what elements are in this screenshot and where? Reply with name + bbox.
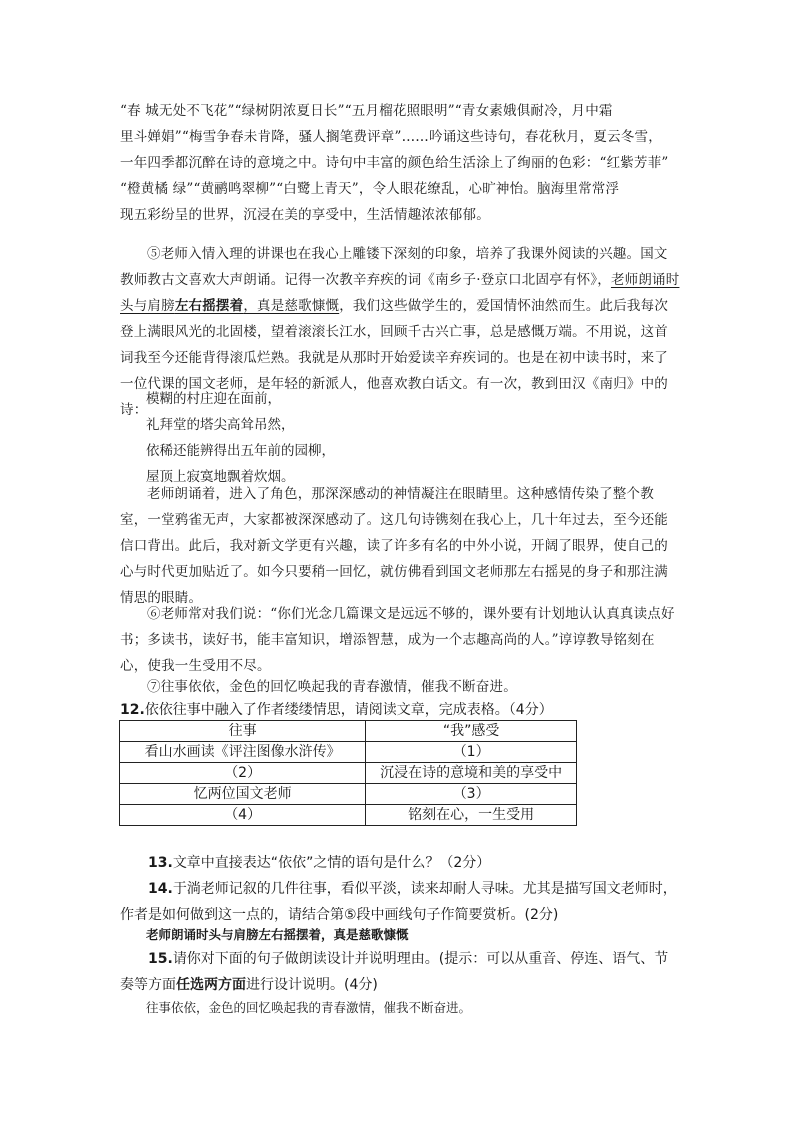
question-15-quote: 往事依依，金色的回忆唤起我的青春激情，催我不断奋进。 bbox=[146, 1000, 472, 1015]
question-number: 12. bbox=[120, 702, 145, 718]
table-header-cell: “我”感受 bbox=[366, 721, 577, 742]
quote-text-end: ，真是慈歌慷慨 bbox=[321, 927, 409, 942]
table-row bbox=[120, 784, 577, 805]
question-text: 于淌老师记叙的几件往事，看似平淡，读来却耐人寻味。尤其是描写国文老师时，作者是如何做到这一点的，请结合第⑤段中画线句子作简要赏析。(2分) bbox=[120, 881, 677, 923]
question-14 bbox=[120, 876, 680, 928]
table-cell: 铭刻在心，一生受用 bbox=[366, 805, 577, 826]
table-cell: （4） bbox=[120, 805, 366, 826]
question-text: 请你对下面的句子做朗读设计并说明理由。(提示：可以从重音、停连、语气、节奏等方面 bbox=[120, 951, 669, 993]
question-15 bbox=[120, 946, 680, 998]
poem-line: 依稀还能辨得出五年前的园柳， bbox=[146, 443, 335, 459]
poem bbox=[146, 386, 335, 490]
question-text: 文章中直接表达“依依”之情的语句是什么？（2分） bbox=[172, 855, 491, 871]
question-text-end: 进行设计说明。(4分) bbox=[246, 977, 378, 993]
question-number: 14. bbox=[148, 881, 173, 897]
question-number: 13. bbox=[148, 855, 173, 871]
question-13 bbox=[120, 850, 680, 876]
poem-line: 屋顶上寂寞地飘着炊烟。 bbox=[146, 469, 295, 485]
text-line: 里斗婵娟”“梅雪争春未肯降，骚人搁笔费评章”……吟诵这些诗句，春花秋月，夏云冬雪， bbox=[120, 129, 662, 145]
underlined-bold-text: 左右摇摆着 bbox=[174, 298, 244, 314]
poem-line: 模糊的村庄迎在面前， bbox=[146, 391, 281, 407]
table-row bbox=[120, 805, 577, 826]
question-emphasis: 任选两方面 bbox=[176, 977, 246, 993]
table-header-cell: 往事 bbox=[120, 721, 366, 742]
text-line: “春 城无处不飞花”“绿树阴浓夏日长”“五月榴花照眼明”“青女素娥俱耐冷，月中霜 bbox=[120, 103, 613, 119]
quote-bold-text: 左右摇摆着 bbox=[258, 927, 322, 942]
paragraph-5-text-rest: ，我们这些做学生的，爱国情怀油然而生。此后我每次登上满眼风光的北固楼，望着滚滚长江水，回顾千古兴亡事，总是感慨万端。不用说，这首词我至今还能背得滚瓜烂熟。我就是从那时开始爱读辛弃疾词的。也是在初中读书时，来了一位代课的国文老师，是年轻的新派人，他喜欢教白话文。有一次，教到田汉《南归》中的诗： bbox=[120, 298, 669, 418]
question-14-quote bbox=[146, 922, 409, 948]
table-row bbox=[120, 763, 577, 784]
question-text: 依依往事中融入了作者缕缕情思，请阅读文章，完成表格。（4分） bbox=[144, 702, 553, 718]
answer-table bbox=[119, 720, 577, 826]
underlined-text: 老师朗诵时头与肩膀 bbox=[120, 272, 680, 314]
table-cell: 忆两位国文老师 bbox=[120, 784, 366, 805]
table-cell: （2） bbox=[120, 763, 366, 784]
text-line: 一年四季都沉醉在诗的意境之中。诗句中丰富的颜色给生活涂上了绚丽的色彩：“红紫芳菲” bbox=[120, 155, 669, 171]
table-header-row bbox=[120, 721, 577, 742]
quote-text: 老师朗诵时头与肩膀 bbox=[146, 927, 259, 942]
underlined-text-end: ，真是慈歌慷慨 bbox=[243, 298, 340, 314]
text-line: “橙黄橘 绿”“黄鹂鸣翠柳”“白鹭上青天”，令人眼花缭乱，心旷神怡。脑海里常常浮 bbox=[120, 181, 620, 197]
poem-line: 礼拜堂的塔尖高耸吊然， bbox=[146, 417, 295, 433]
table-cell: （3） bbox=[366, 784, 577, 805]
paragraph-6: ⑥老师常对我们说：“你们光念几篇课文是远远不够的，课外要有计划地认认真真读点好书；多读书，读好书，能丰富知识，增添智慧，成为一个志趣高尚的人。”谆谆教导铭刻在心，使我一生受用不尽。 bbox=[120, 606, 675, 674]
table-cell: 沉浸在诗的意境和美的享受中 bbox=[366, 763, 577, 784]
paragraph-teacher-recital: 老师朗诵着，进入了角色，那深深感动的神情凝注在眼睛里。这种感情传染了整个教室，一堂鸦雀无声，大家都被深深感动了。这几句诗镌刻在我心上，几十年过去，至今还能信口背出。此后，我对新文学更有兴趣，读了许多有名的中外小说，开阔了眼界，使自己的心与时代更加贴近了。如今只要稍一回忆，就仿佛看到国文老师那左右摇晃的身子和那注满情思的眼睛。 bbox=[120, 486, 668, 606]
table-cell: （1） bbox=[366, 742, 577, 763]
paragraph-poems bbox=[120, 98, 680, 228]
paragraph-7: ⑦往事依依，金色的回忆唤起我的青春激情，催我不断奋进。 bbox=[147, 679, 517, 695]
table-row bbox=[120, 742, 577, 763]
question-number: 15. bbox=[148, 951, 173, 967]
paragraph-5-text: ⑤老师入情入理的讲课也在我心上雕镂下深刻的印象，培养了我课外阅读的兴趣。国文教师教古文喜欢大声朗诵。记得一次教辛弃疾的词《南乡子·登京口北固亭有怀》， bbox=[120, 246, 668, 288]
table-cell: 看山水画读《评注图像水浒传》 bbox=[120, 742, 366, 763]
text-line: 现五彩纷呈的世界，沉浸在美的享受中，生活情趣浓浓郁郁。 bbox=[120, 207, 490, 223]
